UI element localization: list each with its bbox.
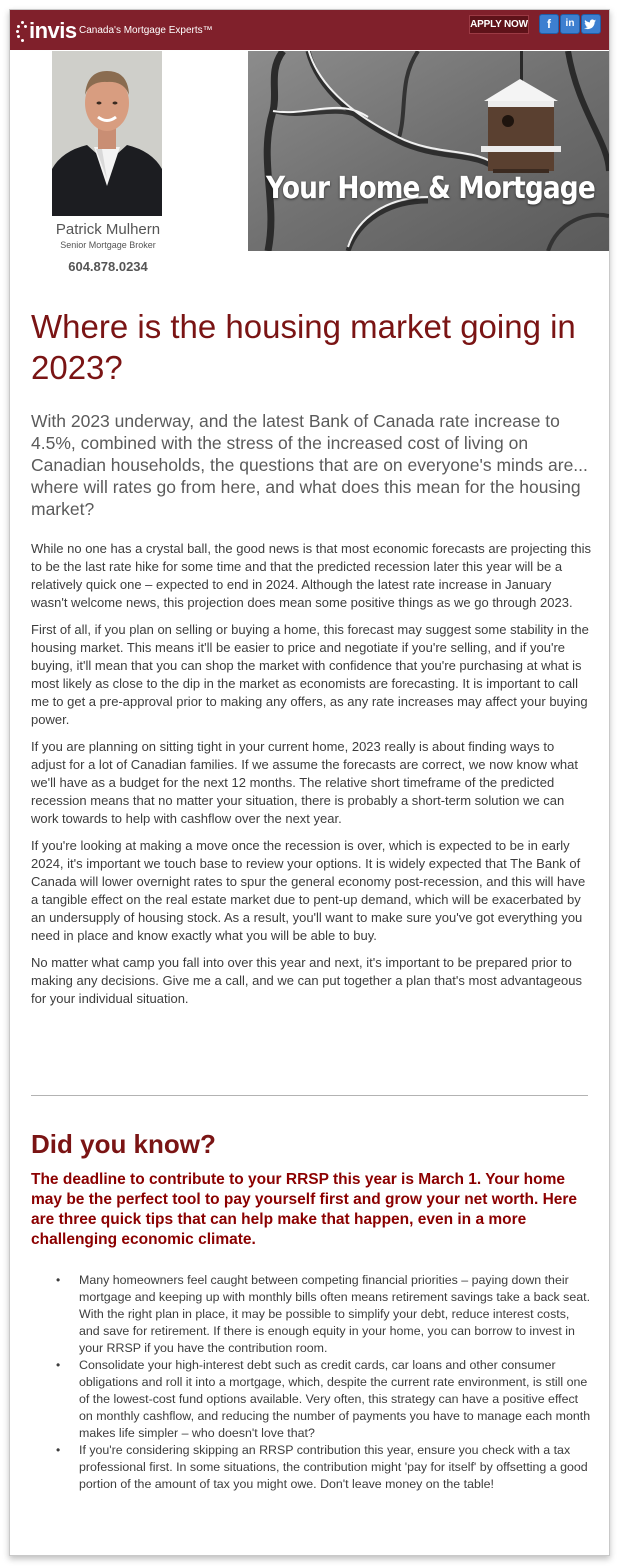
tip-text: If you're considering skipping an RRSP contribution this year, ensure you check with a tax professional first. In some situations, the contribution might 'pay for itself' by offsetting a good portion of the amount of tax you might owe. Don't leave money on the table! <box>79 1443 588 1491</box>
hero-title: Your Home & Mortgage <box>266 171 595 206</box>
did-you-know-section <box>31 1127 593 1493</box>
article-title: Where is the housing market going in 2023? <box>31 308 576 386</box>
invis-logo[interactable] <box>16 18 77 44</box>
article-paragraph: While no one has a crystal ball, the good news is that most economic forecasts are projecting this to be the last rate hike for some time and that the predicted recession later this year will be a relatively quick one – expected to end in 2024. Although the latest rate increase in January wasn't welcome news, this projection does mean some positive things as we go through 2023. <box>31 541 592 610</box>
agent-name: Patrick Mulhern <box>55 221 161 238</box>
logo-text: invis <box>29 18 77 43</box>
article-paragraph: If you're looking at making a move once the recession is over, which is expected to be in early 2024, it's important we touch base to review your options. It is widely expected that The Bank of Canada will lower overnight rates to spur the general economy post-recession, and this will have a tangible effect on the real estate market due to pent-up demand, which will be exacerbated by an undersupply of housing stock. As a result, you'll want to make sure you've got everything you need in place and know exactly what you will be able to buy. <box>31 838 586 943</box>
twitter-bird-icon <box>582 15 600 33</box>
list-item <box>31 1357 593 1442</box>
agent-title: Senior Mortgage Broker <box>60 240 156 250</box>
article-paragraph: No matter what camp you fall into over this year and next, it's important to be prepared prior to making any decisions. Give me a call, and we can put together a plan that's most advantageous for your individual situation. <box>31 955 582 1006</box>
header-bar <box>10 10 609 50</box>
facebook-icon[interactable]: f <box>539 14 559 34</box>
bullet-icon: • <box>56 1358 61 1372</box>
did-you-know-lead: The deadline to contribute to your RRSP this year is March 1. Your home may be the perfect tool to pay yourself first and grow your net worth. Here are three quick tips that can help make that happen, even in a more challenging economic climate. <box>31 1171 578 1248</box>
agent-photo <box>52 51 162 216</box>
article-lead: With 2023 underway, and the latest Bank of Canada rate increase to 4.5%, combined with the stress of the increased cost of living on Canadian households, the questions that are on everyone's minds are... where will rates go from here, and what does this mean for the housing market? <box>31 411 588 519</box>
tips-list <box>31 1272 593 1493</box>
twitter-icon[interactable] <box>581 14 601 34</box>
bullet-icon: • <box>56 1273 61 1287</box>
article-paragraph: If you are planning on sitting tight in your current home, 2023 really is about finding ways to adjust for a lot of Canadian families. If we assume the forecasts are correct, we now know what we'll have as a budget for the next 12 months. The relative short timeframe of the predicted recession means that no matter your situation, there is probably a short-term solution we can work towards to help with cashflow over the next year. <box>31 739 578 826</box>
newsletter-card <box>9 9 610 1556</box>
list-item <box>31 1442 593 1493</box>
did-you-know-title: Did you know? <box>31 1129 216 1159</box>
bullet-icon: • <box>56 1443 61 1457</box>
tip-text: Many homeowners feel caught between competing financial priorities – paying down their mortgage and keeping up with monthly bills often means retirement savings take a back seat. With the right plan in place, it may be possible to simplify your debt, reduce interest costs, and save for retirement. If there is enough equity in your home, you can borrow to invest in your RRSP if you have the contribution room. <box>79 1273 591 1355</box>
logo-dots-icon <box>16 20 28 42</box>
linkedin-icon[interactable]: in <box>560 14 580 34</box>
tagline: Canada's Mortgage Experts™ <box>79 25 213 36</box>
apply-now-button[interactable]: APPLY NOW <box>469 15 529 34</box>
list-item <box>31 1272 593 1357</box>
tip-text: Consolidate your high-interest debt such as credit cards, car loans and other consumer obligations and roll it into a mortgage, which, despite the current rate environment, is still one of the lowest-cost fund options available. Very often, this strategy can have a positive effect on monthly cashflow, and reducing the number of payments you have to manage each month makes life simpler – who doesn't love that? <box>79 1358 591 1440</box>
section-divider <box>31 1095 588 1096</box>
article <box>31 306 591 1008</box>
hero-banner <box>248 51 609 251</box>
agent-phone[interactable]: 604.878.0234 <box>68 259 148 274</box>
winter-birdhouse-image <box>248 51 609 251</box>
article-paragraph: First of all, if you plan on selling or buying a home, this forecast may suggest some stability in the housing market. This means it'll be easier to price and negotiate if you're selling, and if you're buying, it'll mean that you can shop the market with confidence that you're purchasing at what is most likely as close to the dip in the market as economists are forecasting. It is important to call me to get a pre-approval prior to making any offers, as any rate increases may affect your buying power. <box>31 622 589 727</box>
